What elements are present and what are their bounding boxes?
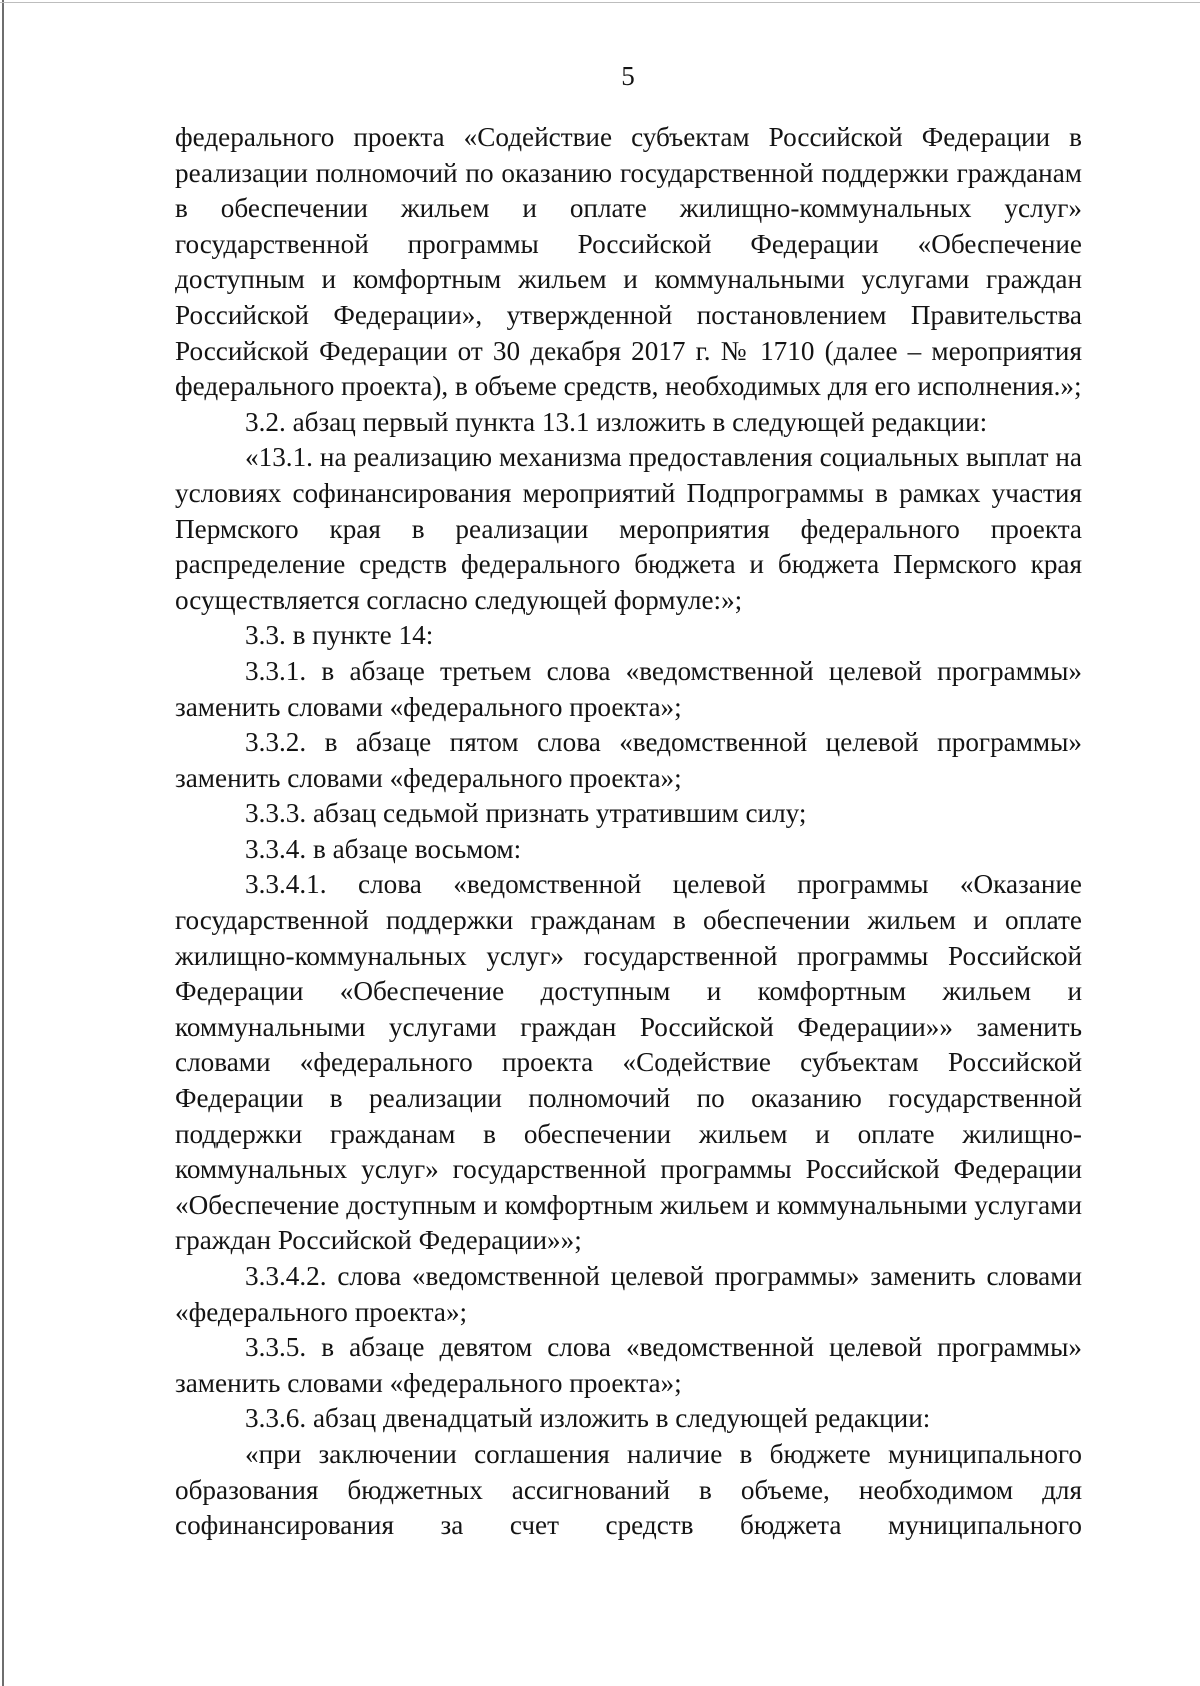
- paragraph-3-3-5: 3.3.5. в абзаце девятом слова «ведомственной целевой программы» заменить словами «федерального проекта»;: [175, 1332, 1082, 1398]
- paragraph-13-1-quote: «13.1. на реализацию механизма предоставления социальных выплат на условиях софинансирования мероприятий Подпрограммы в рамках участия Пермского края в реализации мероприятия федерального проекта распределение средств федерального бюджета и бюджета Пермского края осуществляется согласно следующей формуле:»;: [175, 442, 1082, 615]
- paragraph-3-3-4-2: 3.3.4.2. слова «ведомственной целевой программы» заменить словами «федерального проекта»;: [175, 1261, 1082, 1327]
- scan-edge-top: [0, 2, 1200, 3]
- paragraph-new-wording: «при заключении соглашения наличие в бюджете муниципального образования бюджетных ассигнований в объеме, необходимом для софинансирования за счет средств бюджета муниципального: [175, 1438, 1082, 1541]
- paragraph-3-3: 3.3. в пункте 14:: [245, 620, 434, 651]
- paragraph-3-3-4: 3.3.4. в абзаце восьмом:: [245, 833, 522, 864]
- paragraph-3-3-2: 3.3.2. в абзаце пятом слова «ведомственной целевой программы» заменить словами «федерального проекта»;: [175, 727, 1082, 793]
- paragraph-continuation: федерального проекта «Содействие субъектам Российской Федерации в реализации полномочий по оказанию государственной поддержки гражданам в обеспечении жильем и оплате жилищно-коммунальных услуг» государственной программы Российской Федерации «Обеспечение доступным и комфортным жильем и коммунальными услугами граждан Российской Федерации», утвержденной постановлением Правительства Российской Федерации от 30 декабря 2017 г. № 1710 (далее – мероприятия федерального проекта), в объеме средств, необходимых для его исполнения.»;: [175, 122, 1082, 402]
- paragraph-3-3-6: 3.3.6. абзац двенадцатый изложить в следующей редакции:: [245, 1403, 931, 1434]
- paragraph-3-3-3: 3.3.3. абзац седьмой признать утратившим силу;: [245, 798, 807, 829]
- paragraph-3-2: 3.2. абзац первый пункта 13.1 изложить в следующей редакции:: [245, 406, 988, 437]
- paragraph-3-3-4-1: 3.3.4.1. слова «ведомственной целевой программы «Оказание государственной поддержки гражданам в обеспечении жильем и оплате жилищно-коммунальных услуг» государственной программы Российской Федерации «Обеспечение доступным и комфортным жильем и коммунальными услугами граждан Российской Федерации»» заменить словами «федерального проекта «Содействие субъектам Российской Федерации в реализации полномочий по оказанию государственной поддержки гражданам в обеспечении жильем и оплате жилищно-коммунальных услуг» государственной программы Российской Федерации «Обеспечение доступным и комфортным жильем и коммунальными услугами граждан Российской Федерации»»;: [175, 869, 1082, 1256]
- paragraph-3-3-1: 3.3.1. в абзаце третьем слова «ведомственной целевой программы» заменить словами «федерального проекта»;: [175, 655, 1082, 722]
- page-number: 5: [621, 61, 635, 91]
- document-body: [175, 120, 1082, 1544]
- scan-edge-left: [2, 0, 4, 1686]
